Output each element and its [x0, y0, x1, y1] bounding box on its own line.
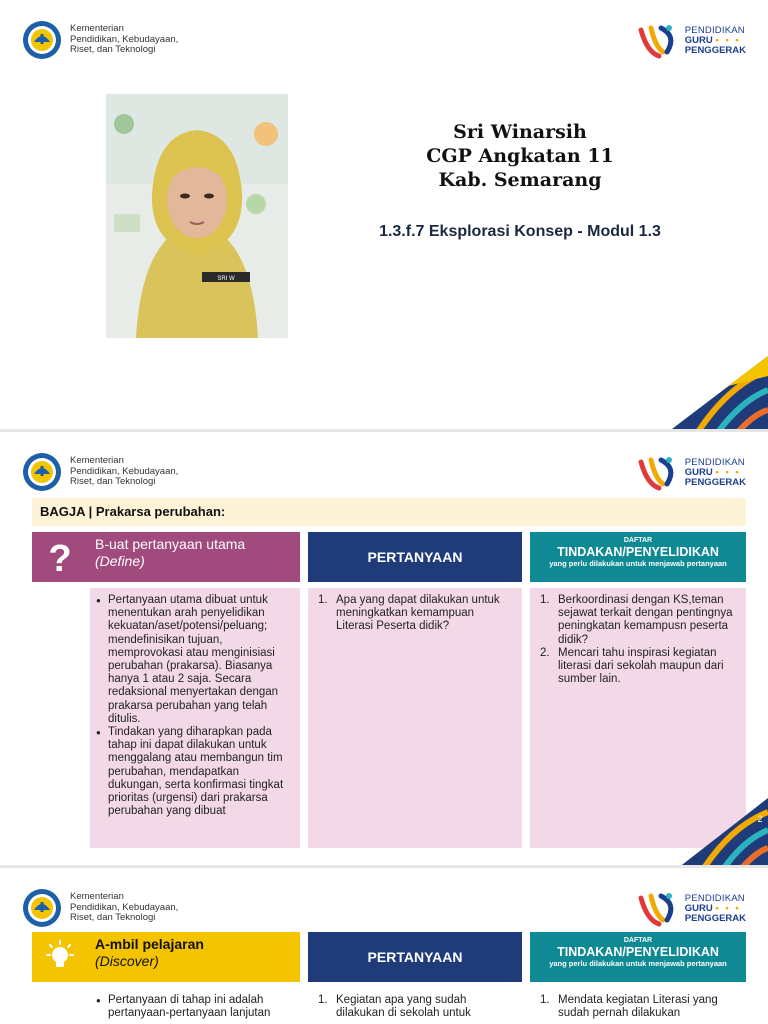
program-line-2: GURU: [684, 35, 713, 46]
list-text: Pertanyaan di tahap ini adalah pertanyaan-pertanyaan lanjutan: [108, 994, 271, 1020]
question-box: [308, 994, 522, 1024]
program-name: [685, 894, 746, 924]
ministry-line-3: Riset, dan Teknologi: [70, 44, 156, 56]
step-card-discover: [32, 932, 300, 982]
list-text: Apa yang dapat dilakukan untuk meningkatkan kemampuan Literasi Peserta didik?: [336, 594, 500, 633]
slide-subtitle: 1.3.f.7 Eksplorasi Konsep - Modul 1.3: [379, 223, 661, 240]
column-header-action-title: TINDAKAN/PENYELIDIKAN: [557, 945, 719, 959]
ministry-line-2: Pendidikan, Kebudayaan,: [70, 901, 179, 913]
program-line-3: PENGGERAK: [684, 913, 746, 924]
presenter-info: [330, 120, 710, 192]
corner-decoration-icon: [668, 356, 768, 432]
step-label: [87, 932, 300, 982]
page-number: 2: [757, 814, 763, 824]
slide-bagja-discover: [0, 868, 768, 1024]
question-box: [308, 588, 522, 848]
guru-penggerak-logo-icon: [637, 454, 681, 492]
column-header-question: PERTANYAAN: [308, 532, 522, 582]
list-number: 1.: [318, 594, 328, 606]
list-number: 1.: [318, 994, 328, 1006]
program-logo-block: [637, 890, 746, 928]
action-list: [540, 594, 736, 686]
portrait-image: [106, 94, 288, 338]
program-logo-block: [637, 454, 746, 492]
ministry-name: [70, 24, 178, 56]
bagja-title-bar: BAGJA | Prakarsa perubahan:: [32, 498, 746, 526]
program-logo-block: [637, 22, 746, 60]
ministry-line-1: Kementerian: [70, 891, 124, 903]
list-item: [540, 594, 736, 647]
list-item: [540, 647, 736, 687]
slide-bagja-define: [0, 432, 768, 868]
list-text: Kegiatan apa yang sudah dilakukan di sekolah untuk: [336, 994, 471, 1020]
program-line-2: GURU: [684, 903, 713, 914]
column-header-action: [530, 932, 746, 982]
presenter-cohort: CGP Angkatan 11: [426, 145, 614, 167]
ministry-line-1: Kementerian: [70, 455, 124, 467]
ministry-logo-block: [22, 452, 178, 492]
list-item: [540, 994, 736, 1020]
list-number: 1.: [540, 994, 550, 1006]
tut-wuri-handayani-icon: [22, 888, 62, 928]
ministry-name: [70, 892, 178, 924]
presenter-name: Sri Winarsih: [453, 121, 587, 143]
step-label: [87, 532, 300, 582]
step-subtitle: (Discover): [95, 953, 159, 969]
column-header-action-sub: yang perlu dilakukan untuk menjawab pertanyaan: [549, 959, 727, 968]
program-line-1: PENDIDIKAN: [684, 893, 745, 904]
step-title: A-mbil pelajaran: [95, 936, 204, 952]
slide-title: [0, 0, 768, 432]
list-item: ● Tindakan yang diharapkan pada tahap ini dapat dilakukan untuk menggalang atau membangun tim perubahan, mendapatkan dukungan, serta konfirmasi tingkat prioritas (urgensi) dari prakarsa perubahan yang dibuat: [96, 726, 294, 818]
step-card-define: [32, 532, 300, 582]
tut-wuri-handayani-icon: [22, 20, 62, 60]
explanation-box: [90, 994, 300, 1024]
svg-text:?: ?: [47, 538, 72, 577]
program-dots: • • •: [715, 35, 741, 46]
explanation-box: [90, 588, 300, 848]
question-mark-icon: [32, 532, 87, 582]
program-line-3: PENGGERAK: [684, 477, 746, 488]
program-name: [685, 458, 746, 488]
explanation-list: [96, 594, 294, 818]
list-item: ● Pertanyaan di tahap ini adalah pertanyaan-pertanyaan lanjutan: [96, 994, 271, 1020]
ministry-line-2: Pendidikan, Kebudayaan,: [70, 465, 179, 477]
list-item: ● Pertanyaan utama dibuat untuk menentukan arah penyelidikan kekuatan/aset/potensi/peluang; mendefinisikan tujuan, memprovokasi atau menginisiasi perubahan (prakarsa). Biasanya hanya 1 atau 2 saja. Secara redaksional menyertakan dengan prakarsa perubahan yang telah ditulis.: [96, 594, 294, 726]
ministry-line-2: Pendidikan, Kebudayaan,: [70, 33, 179, 45]
action-box: [530, 994, 746, 1024]
ministry-logo-block: [22, 888, 178, 928]
list-number: 1.: [540, 594, 550, 606]
list-text: Mendata kegiatan Literasi yang sudah pernah dilakukan: [558, 994, 718, 1020]
list-number: 2.: [540, 646, 550, 659]
lightbulb-icon: [32, 932, 87, 982]
program-line-2: GURU: [684, 467, 713, 478]
guru-penggerak-logo-icon: [637, 22, 681, 60]
list-item: [318, 594, 512, 634]
column-header-action: [530, 532, 746, 582]
question-list: [318, 594, 512, 634]
ministry-line-3: Riset, dan Teknologi: [70, 912, 156, 924]
ministry-name: [70, 456, 178, 488]
step-title: B-uat pertanyaan utama: [95, 536, 246, 552]
presenter-region: Kab. Semarang: [438, 169, 602, 191]
column-header-action-title: TINDAKAN/PENYELIDIKAN: [557, 545, 719, 559]
program-line-1: PENDIDIKAN: [684, 25, 745, 36]
ministry-line-1: Kementerian: [70, 23, 124, 35]
tut-wuri-handayani-icon: [22, 452, 62, 492]
program-dots: • • •: [715, 903, 741, 914]
column-header-action-small: DAFTAR: [623, 537, 653, 544]
program-dots: • • •: [715, 467, 741, 478]
list-item: [318, 994, 512, 1020]
ministry-logo-block: [22, 20, 178, 60]
profile-photo: [106, 94, 288, 338]
column-header-action-small: DAFTAR: [623, 937, 653, 944]
list-text: Mencari tahu inspirasi kegiatan literasi dari sekolah maupun dari sumber lain.: [558, 646, 724, 686]
corner-decoration-icon: [678, 798, 768, 868]
name-tag-text: SRI W: [217, 276, 235, 282]
column-header-action-sub: yang perlu dilakukan untuk menjawab pertanyaan: [549, 559, 727, 568]
program-line-1: PENDIDIKAN: [684, 457, 745, 468]
list-text: Berkoordinasi dengan KS,teman sejawat terkait dengan pentingnya peningkatan kemampusn peserta didik?: [558, 594, 733, 646]
program-name: [685, 26, 746, 56]
program-line-3: PENGGERAK: [684, 45, 746, 56]
column-header-question: PERTANYAAN: [308, 932, 522, 982]
ministry-line-3: Riset, dan Teknologi: [70, 476, 156, 488]
guru-penggerak-logo-icon: [637, 890, 681, 928]
step-subtitle: (Define): [95, 553, 145, 569]
